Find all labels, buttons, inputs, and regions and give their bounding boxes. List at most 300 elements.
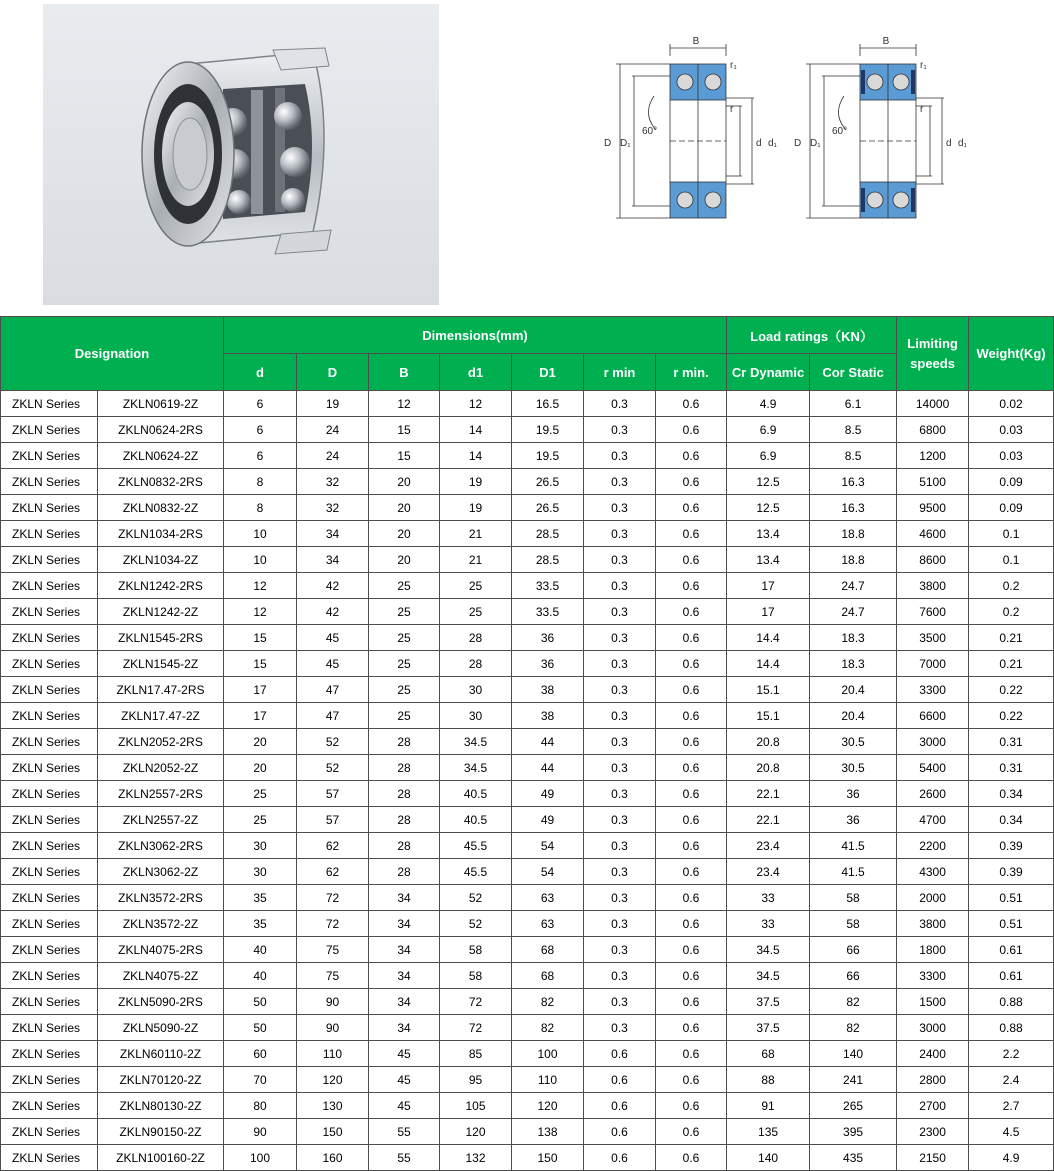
cell-cr-dynamic: 17 xyxy=(727,573,810,599)
cell-limiting-speed: 5100 xyxy=(897,469,969,495)
cell-cor-static: 16.3 xyxy=(810,469,897,495)
cell-cr-dynamic: 20.8 xyxy=(727,729,810,755)
cell-series: ZKLN Series xyxy=(1,755,98,781)
cell-series: ZKLN Series xyxy=(1,469,98,495)
cell-series: ZKLN Series xyxy=(1,495,98,521)
cell-r-min: 0.3 xyxy=(584,729,656,755)
cell-weight: 0.1 xyxy=(969,547,1054,573)
cell-D: 42 xyxy=(297,599,369,625)
cell-D1: 38 xyxy=(512,677,584,703)
cell-d: 6 xyxy=(224,391,297,417)
cell-D: 45 xyxy=(297,651,369,677)
cell-D1: 68 xyxy=(512,963,584,989)
cell-d: 15 xyxy=(224,625,297,651)
cell-cr-dynamic: 15.1 xyxy=(727,677,810,703)
cell-series: ZKLN Series xyxy=(1,833,98,859)
cell-D1: 36 xyxy=(512,651,584,677)
cell-weight: 0.61 xyxy=(969,937,1054,963)
cell-r-min: 0.3 xyxy=(584,911,656,937)
cell-designation: ZKLN1034-2RS xyxy=(98,521,224,547)
header-designation: Designation xyxy=(1,317,224,391)
cell-weight: 0.88 xyxy=(969,1015,1054,1041)
cell-d: 25 xyxy=(224,807,297,833)
table-row xyxy=(1,1041,1054,1067)
cell-cor-static: 16.3 xyxy=(810,495,897,521)
cell-r-min-2: 0.6 xyxy=(656,937,727,963)
cell-designation: ZKLN0832-2Z xyxy=(98,495,224,521)
cell-r-min-2: 0.6 xyxy=(656,1041,727,1067)
cell-B: 28 xyxy=(369,729,440,755)
table-row xyxy=(1,625,1054,651)
cell-cr-dynamic: 91 xyxy=(727,1093,810,1119)
header-D1: D1 xyxy=(512,354,584,391)
cell-d1: 14 xyxy=(440,443,512,469)
cell-D: 62 xyxy=(297,859,369,885)
cell-series: ZKLN Series xyxy=(1,443,98,469)
cell-limiting-speed: 2200 xyxy=(897,833,969,859)
cell-B: 34 xyxy=(369,911,440,937)
label-B: B xyxy=(692,36,700,47)
cell-cr-dynamic: 34.5 xyxy=(727,937,810,963)
cell-r-min-2: 0.6 xyxy=(656,911,727,937)
cell-cr-dynamic: 140 xyxy=(727,1145,810,1171)
cell-r-min-2: 0.6 xyxy=(656,625,727,651)
cell-cr-dynamic: 33 xyxy=(727,885,810,911)
cell-B: 12 xyxy=(369,391,440,417)
cell-d1: 85 xyxy=(440,1041,512,1067)
cell-designation: ZKLN2052-2RS xyxy=(98,729,224,755)
cell-weight: 0.21 xyxy=(969,651,1054,677)
cell-r-min-2: 0.6 xyxy=(656,1015,727,1041)
cell-d: 70 xyxy=(224,1067,297,1093)
cell-d1: 58 xyxy=(440,937,512,963)
cell-series: ZKLN Series xyxy=(1,963,98,989)
table-row xyxy=(1,495,1054,521)
cell-d: 12 xyxy=(224,573,297,599)
cell-d: 30 xyxy=(224,833,297,859)
cell-weight: 4.9 xyxy=(969,1145,1054,1171)
cell-r-min-2: 0.6 xyxy=(656,1119,727,1145)
cell-weight: 2.2 xyxy=(969,1041,1054,1067)
cell-cor-static: 18.3 xyxy=(810,651,897,677)
cell-series: ZKLN Series xyxy=(1,781,98,807)
cell-cr-dynamic: 22.1 xyxy=(727,807,810,833)
cell-designation: ZKLN4075-2RS xyxy=(98,937,224,963)
cell-series: ZKLN Series xyxy=(1,417,98,443)
cell-cor-static: 8.5 xyxy=(810,417,897,443)
table-row xyxy=(1,885,1054,911)
cell-cor-static: 241 xyxy=(810,1067,897,1093)
header-d1: d1 xyxy=(440,354,512,391)
cell-D1: 138 xyxy=(512,1119,584,1145)
cell-r-min-2: 0.6 xyxy=(656,391,727,417)
cell-D1: 19.5 xyxy=(512,417,584,443)
cell-d: 6 xyxy=(224,443,297,469)
cell-series: ZKLN Series xyxy=(1,677,98,703)
cell-r-min: 0.3 xyxy=(584,885,656,911)
cell-D: 90 xyxy=(297,989,369,1015)
cell-r-min-2: 0.6 xyxy=(656,1067,727,1093)
cell-weight: 0.03 xyxy=(969,443,1054,469)
label-r: r xyxy=(920,104,924,115)
cell-limiting-speed: 1200 xyxy=(897,443,969,469)
cell-D: 32 xyxy=(297,469,369,495)
cell-d1: 72 xyxy=(440,989,512,1015)
cell-r-min: 0.6 xyxy=(584,1067,656,1093)
cell-r-min: 0.3 xyxy=(584,937,656,963)
cell-D: 150 xyxy=(297,1119,369,1145)
cell-D: 90 xyxy=(297,1015,369,1041)
label-r1: r₁ xyxy=(730,60,737,71)
cell-D: 47 xyxy=(297,703,369,729)
cell-d1: 28 xyxy=(440,651,512,677)
cell-d: 25 xyxy=(224,781,297,807)
cell-r-min-2: 0.6 xyxy=(656,989,727,1015)
cell-r-min: 0.3 xyxy=(584,521,656,547)
cell-r-min-2: 0.6 xyxy=(656,885,727,911)
cell-designation: ZKLN0832-2RS xyxy=(98,469,224,495)
cell-cor-static: 6.1 xyxy=(810,391,897,417)
cell-d1: 52 xyxy=(440,885,512,911)
table-row xyxy=(1,989,1054,1015)
cell-D1: 100 xyxy=(512,1041,584,1067)
cell-cr-dynamic: 20.8 xyxy=(727,755,810,781)
cell-cor-static: 18.8 xyxy=(810,547,897,573)
cell-limiting-speed: 3500 xyxy=(897,625,969,651)
table-row xyxy=(1,937,1054,963)
cell-D1: 16.5 xyxy=(512,391,584,417)
cross-section-diagram-sealed xyxy=(786,36,966,234)
cell-designation: ZKLN1545-2RS xyxy=(98,625,224,651)
cell-r-min-2: 0.6 xyxy=(656,1093,727,1119)
cell-limiting-speed: 5400 xyxy=(897,755,969,781)
cell-B: 25 xyxy=(369,599,440,625)
cell-cr-dynamic: 6.9 xyxy=(727,417,810,443)
cell-limiting-speed: 4300 xyxy=(897,859,969,885)
cell-r-min-2: 0.6 xyxy=(656,833,727,859)
cell-weight: 0.51 xyxy=(969,885,1054,911)
cell-d1: 132 xyxy=(440,1145,512,1171)
cell-B: 20 xyxy=(369,547,440,573)
cell-series: ZKLN Series xyxy=(1,937,98,963)
cell-designation: ZKLN1242-2RS xyxy=(98,573,224,599)
cell-cor-static: 66 xyxy=(810,963,897,989)
cell-B: 34 xyxy=(369,885,440,911)
cell-series: ZKLN Series xyxy=(1,1145,98,1171)
cell-cor-static: 66 xyxy=(810,937,897,963)
label-r: r xyxy=(730,104,734,115)
cell-D1: 63 xyxy=(512,885,584,911)
cell-series: ZKLN Series xyxy=(1,625,98,651)
cell-r-min-2: 0.6 xyxy=(656,781,727,807)
cell-B: 15 xyxy=(369,417,440,443)
cell-designation: ZKLN70120-2Z xyxy=(98,1067,224,1093)
cell-D: 47 xyxy=(297,677,369,703)
cell-series: ZKLN Series xyxy=(1,599,98,625)
cell-d: 100 xyxy=(224,1145,297,1171)
cell-r-min-2: 0.6 xyxy=(656,1145,727,1171)
cell-limiting-speed: 4700 xyxy=(897,807,969,833)
cell-d: 35 xyxy=(224,885,297,911)
cell-r-min-2: 0.6 xyxy=(656,443,727,469)
cell-cor-static: 82 xyxy=(810,989,897,1015)
cell-cr-dynamic: 13.4 xyxy=(727,521,810,547)
cell-limiting-speed: 3000 xyxy=(897,1015,969,1041)
cell-D1: 120 xyxy=(512,1093,584,1119)
cell-series: ZKLN Series xyxy=(1,1093,98,1119)
cell-cr-dynamic: 17 xyxy=(727,599,810,625)
cell-D1: 19.5 xyxy=(512,443,584,469)
table-row xyxy=(1,599,1054,625)
cell-limiting-speed: 3300 xyxy=(897,963,969,989)
cell-d: 60 xyxy=(224,1041,297,1067)
cell-designation: ZKLN80130-2Z xyxy=(98,1093,224,1119)
cell-B: 28 xyxy=(369,781,440,807)
table-row xyxy=(1,729,1054,755)
table-row xyxy=(1,1119,1054,1145)
cell-limiting-speed: 9500 xyxy=(897,495,969,521)
cell-r-min-2: 0.6 xyxy=(656,703,727,729)
cell-series: ZKLN Series xyxy=(1,1119,98,1145)
cell-D: 34 xyxy=(297,521,369,547)
cell-designation: ZKLN0624-2Z xyxy=(98,443,224,469)
cell-D: 19 xyxy=(297,391,369,417)
cell-r-min: 0.3 xyxy=(584,703,656,729)
cell-cr-dynamic: 34.5 xyxy=(727,963,810,989)
cell-weight: 4.5 xyxy=(969,1119,1054,1145)
cell-designation: ZKLN5090-2RS xyxy=(98,989,224,1015)
table-row xyxy=(1,391,1054,417)
cell-cor-static: 36 xyxy=(810,781,897,807)
cell-weight: 0.1 xyxy=(969,521,1054,547)
cell-series: ZKLN Series xyxy=(1,547,98,573)
cell-cr-dynamic: 23.4 xyxy=(727,833,810,859)
cell-r-min: 0.3 xyxy=(584,989,656,1015)
cell-d1: 45.5 xyxy=(440,859,512,885)
cell-d: 90 xyxy=(224,1119,297,1145)
cell-weight: 0.2 xyxy=(969,599,1054,625)
cell-designation: ZKLN0624-2RS xyxy=(98,417,224,443)
cell-weight: 0.22 xyxy=(969,677,1054,703)
cell-d1: 72 xyxy=(440,1015,512,1041)
cell-d1: 52 xyxy=(440,911,512,937)
table-body xyxy=(1,391,1054,1171)
cell-series: ZKLN Series xyxy=(1,1015,98,1041)
cell-B: 25 xyxy=(369,677,440,703)
cell-limiting-speed: 3800 xyxy=(897,911,969,937)
cell-D1: 36 xyxy=(512,625,584,651)
cell-D1: 150 xyxy=(512,1145,584,1171)
cell-r-min-2: 0.6 xyxy=(656,807,727,833)
cell-d1: 30 xyxy=(440,703,512,729)
cell-limiting-speed: 2800 xyxy=(897,1067,969,1093)
cell-cr-dynamic: 88 xyxy=(727,1067,810,1093)
cell-D: 57 xyxy=(297,781,369,807)
cell-D1: 49 xyxy=(512,781,584,807)
cell-limiting-speed: 2150 xyxy=(897,1145,969,1171)
cell-weight: 0.31 xyxy=(969,729,1054,755)
cell-D1: 33.5 xyxy=(512,599,584,625)
cell-r-min: 0.3 xyxy=(584,391,656,417)
cell-cor-static: 20.4 xyxy=(810,677,897,703)
cell-B: 28 xyxy=(369,755,440,781)
table-row xyxy=(1,781,1054,807)
cell-D1: 63 xyxy=(512,911,584,937)
cell-weight: 0.03 xyxy=(969,417,1054,443)
cell-series: ZKLN Series xyxy=(1,703,98,729)
cell-d1: 21 xyxy=(440,521,512,547)
cell-B: 25 xyxy=(369,573,440,599)
label-d1: d₁ xyxy=(768,138,777,149)
cell-r-min-2: 0.6 xyxy=(656,417,727,443)
table-row xyxy=(1,807,1054,833)
cell-cor-static: 36 xyxy=(810,807,897,833)
cell-D: 24 xyxy=(297,443,369,469)
cell-d1: 45.5 xyxy=(440,833,512,859)
cell-d1: 14 xyxy=(440,417,512,443)
header-cr-dynamic: Cr Dynamic xyxy=(727,354,810,391)
cell-weight: 0.09 xyxy=(969,495,1054,521)
cell-cor-static: 395 xyxy=(810,1119,897,1145)
cell-r-min-2: 0.6 xyxy=(656,651,727,677)
cell-limiting-speed: 2400 xyxy=(897,1041,969,1067)
label-r1: r₁ xyxy=(920,60,927,71)
cell-series: ZKLN Series xyxy=(1,729,98,755)
cell-d: 12 xyxy=(224,599,297,625)
cell-d1: 28 xyxy=(440,625,512,651)
label-D1: D₁ xyxy=(620,138,631,149)
cell-r-min-2: 0.6 xyxy=(656,859,727,885)
cell-r-min: 0.6 xyxy=(584,1145,656,1171)
cell-D: 130 xyxy=(297,1093,369,1119)
cell-weight: 2.7 xyxy=(969,1093,1054,1119)
cell-cor-static: 41.5 xyxy=(810,833,897,859)
table-row xyxy=(1,547,1054,573)
cell-r-min-2: 0.6 xyxy=(656,729,727,755)
cell-B: 20 xyxy=(369,495,440,521)
cell-cr-dynamic: 4.9 xyxy=(727,391,810,417)
cell-series: ZKLN Series xyxy=(1,989,98,1015)
cell-series: ZKLN Series xyxy=(1,1067,98,1093)
cell-series: ZKLN Series xyxy=(1,1041,98,1067)
cell-limiting-speed: 4600 xyxy=(897,521,969,547)
cell-D1: 26.5 xyxy=(512,469,584,495)
table-row xyxy=(1,963,1054,989)
product-images xyxy=(0,0,1053,316)
cell-r-min: 0.3 xyxy=(584,495,656,521)
cell-d1: 25 xyxy=(440,599,512,625)
label-d: d xyxy=(946,138,952,149)
cell-d1: 30 xyxy=(440,677,512,703)
cell-series: ZKLN Series xyxy=(1,807,98,833)
cell-r-min-2: 0.6 xyxy=(656,677,727,703)
cell-D1: 33.5 xyxy=(512,573,584,599)
cell-d: 50 xyxy=(224,989,297,1015)
cell-cr-dynamic: 12.5 xyxy=(727,469,810,495)
cell-cr-dynamic: 68 xyxy=(727,1041,810,1067)
cell-cr-dynamic: 33 xyxy=(727,911,810,937)
cell-r-min-2: 0.6 xyxy=(656,469,727,495)
cell-designation: ZKLN3572-2RS xyxy=(98,885,224,911)
cell-series: ZKLN Series xyxy=(1,911,98,937)
cell-d: 30 xyxy=(224,859,297,885)
label-D: D xyxy=(794,138,802,149)
table-row xyxy=(1,1145,1054,1171)
cell-D: 160 xyxy=(297,1145,369,1171)
cell-r-min: 0.3 xyxy=(584,625,656,651)
cell-d1: 40.5 xyxy=(440,807,512,833)
cell-B: 45 xyxy=(369,1041,440,1067)
cell-designation: ZKLN90150-2Z xyxy=(98,1119,224,1145)
cell-weight: 0.31 xyxy=(969,755,1054,781)
cell-d: 10 xyxy=(224,521,297,547)
cell-r-min-2: 0.6 xyxy=(656,963,727,989)
cell-designation: ZKLN0619-2Z xyxy=(98,391,224,417)
cell-designation: ZKLN3062-2Z xyxy=(98,859,224,885)
cell-series: ZKLN Series xyxy=(1,391,98,417)
cell-B: 34 xyxy=(369,937,440,963)
label-D: D xyxy=(604,138,612,149)
table-row xyxy=(1,469,1054,495)
cell-weight: 0.34 xyxy=(969,781,1054,807)
cell-designation: ZKLN4075-2Z xyxy=(98,963,224,989)
cell-designation: ZKLN1242-2Z xyxy=(98,599,224,625)
cell-cr-dynamic: 15.1 xyxy=(727,703,810,729)
cell-r-min: 0.6 xyxy=(584,1093,656,1119)
cell-limiting-speed: 2700 xyxy=(897,1093,969,1119)
bearing-illustration xyxy=(43,4,439,305)
cell-d: 80 xyxy=(224,1093,297,1119)
cell-r-min: 0.3 xyxy=(584,443,656,469)
cell-d: 15 xyxy=(224,651,297,677)
cell-r-min: 0.3 xyxy=(584,417,656,443)
cell-d1: 95 xyxy=(440,1067,512,1093)
cell-D1: 110 xyxy=(512,1067,584,1093)
cell-r-min-2: 0.6 xyxy=(656,521,727,547)
cell-cr-dynamic: 6.9 xyxy=(727,443,810,469)
cell-d: 8 xyxy=(224,495,297,521)
cell-D: 72 xyxy=(297,911,369,937)
cell-D1: 54 xyxy=(512,833,584,859)
cell-D: 75 xyxy=(297,963,369,989)
label-d: d xyxy=(756,138,762,149)
cell-B: 55 xyxy=(369,1119,440,1145)
cell-limiting-speed: 1500 xyxy=(897,989,969,1015)
cell-cor-static: 58 xyxy=(810,885,897,911)
cell-cor-static: 20.4 xyxy=(810,703,897,729)
cell-cr-dynamic: 12.5 xyxy=(727,495,810,521)
cell-cor-static: 140 xyxy=(810,1041,897,1067)
cell-r-min: 0.3 xyxy=(584,547,656,573)
bearing-photo xyxy=(43,4,439,305)
label-D1: D₁ xyxy=(810,138,821,149)
cell-cr-dynamic: 22.1 xyxy=(727,781,810,807)
cell-d: 35 xyxy=(224,911,297,937)
cell-cor-static: 18.3 xyxy=(810,625,897,651)
cell-D: 110 xyxy=(297,1041,369,1067)
cell-weight: 0.02 xyxy=(969,391,1054,417)
bearing-spec-table xyxy=(0,316,1054,1171)
cell-weight: 0.88 xyxy=(969,989,1054,1015)
cell-limiting-speed: 3300 xyxy=(897,677,969,703)
cell-cor-static: 18.8 xyxy=(810,521,897,547)
cell-D1: 82 xyxy=(512,989,584,1015)
cell-D: 45 xyxy=(297,625,369,651)
cell-series: ZKLN Series xyxy=(1,651,98,677)
cell-B: 28 xyxy=(369,807,440,833)
cell-cor-static: 435 xyxy=(810,1145,897,1171)
cell-D: 72 xyxy=(297,885,369,911)
